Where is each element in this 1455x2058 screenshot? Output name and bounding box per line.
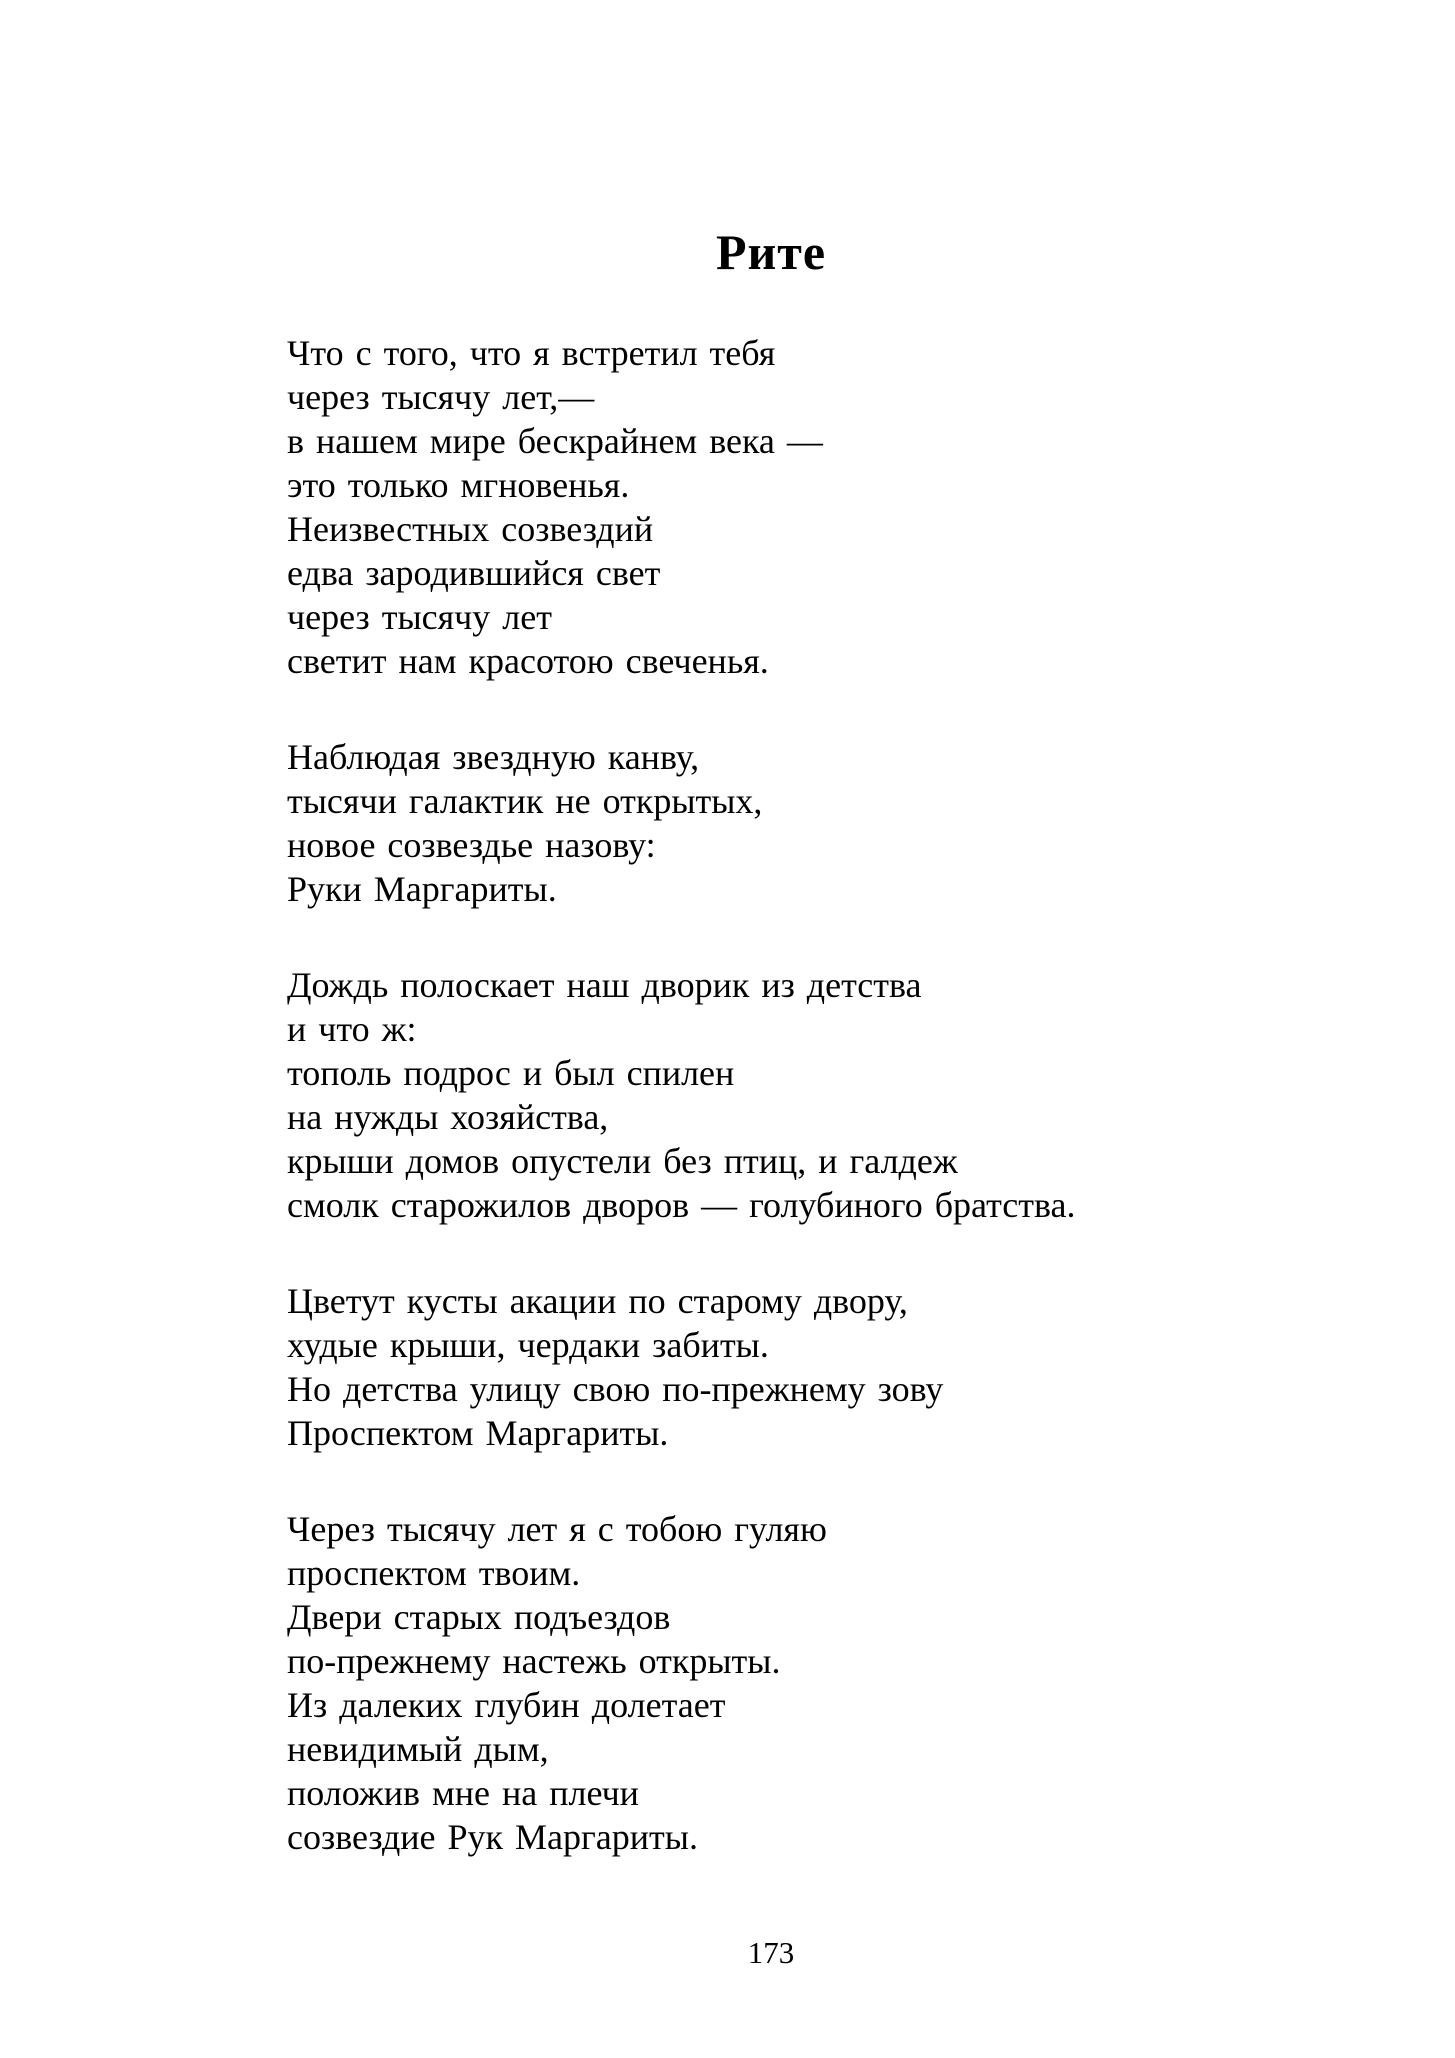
poem-line: Наблюдая звездную канву, — [287, 737, 700, 777]
stanza — [287, 1279, 1287, 1455]
poem-line: тысячи галактик не открытых, — [287, 781, 763, 821]
poem-line: в нашем мире бескрайнем века — — [287, 421, 823, 461]
poem-line: Дождь полоскает наш дворик из детства — [287, 965, 922, 1005]
page-number: 173 — [747, 1935, 795, 1970]
poem-line: Из далеких глубин долетает — [287, 1685, 726, 1725]
poem-line: проспектом твоим. — [287, 1553, 581, 1593]
stanza — [287, 331, 1287, 683]
poem-line: Двери старых подъездов — [287, 1597, 671, 1637]
poem-line: через тысячу лет,— — [287, 377, 595, 417]
stanza — [287, 1507, 1287, 1859]
poem-line: тополь подрос и был спилен — [287, 1053, 735, 1093]
poem-line: созвездие Рук Маргариты. — [287, 1817, 698, 1857]
poem-line: Через тысячу лет я с тобою гуляю — [287, 1509, 827, 1549]
poem-line: новое созвездье назову: — [287, 825, 656, 865]
poem-line: это только мгновенья. — [287, 465, 630, 505]
poem-line: худые крыши, чердаки забиты. — [287, 1325, 769, 1365]
poem-line: Неизвестных созвездий — [287, 509, 654, 549]
poem-line: Проспектом Маргариты. — [287, 1413, 669, 1453]
poem-line: Руки Маргариты. — [287, 869, 557, 909]
poem-title: Рите — [715, 224, 827, 280]
poem-line: по-прежнему настежь открыты. — [287, 1641, 781, 1681]
poem-line: Цветут кусты акации по старому двору, — [287, 1281, 908, 1321]
poem-body — [287, 331, 1287, 1859]
poem-line: крыши домов опустели без птиц, и галдеж — [287, 1141, 958, 1181]
stanza — [287, 963, 1287, 1227]
poem-line: на нужды хозяйства, — [287, 1097, 609, 1137]
poem-line: смолк старожилов дворов — голубиного братства. — [287, 1185, 1076, 1225]
poem-line: положив мне на плечи — [287, 1773, 639, 1813]
poem-line: Что с того, что я встретил тебя — [287, 333, 776, 373]
poem-line: светит нам красотою свеченья. — [287, 641, 769, 681]
poem-line: через тысячу лет — [287, 597, 552, 637]
stanza — [287, 735, 1287, 911]
poem-line: едва зародившийся свет — [287, 553, 661, 593]
poem-line: невидимый дым, — [287, 1729, 549, 1769]
poem-line: и что ж: — [287, 1009, 417, 1049]
poem-line: Но детства улицу свою по-прежнему зову — [287, 1369, 944, 1409]
